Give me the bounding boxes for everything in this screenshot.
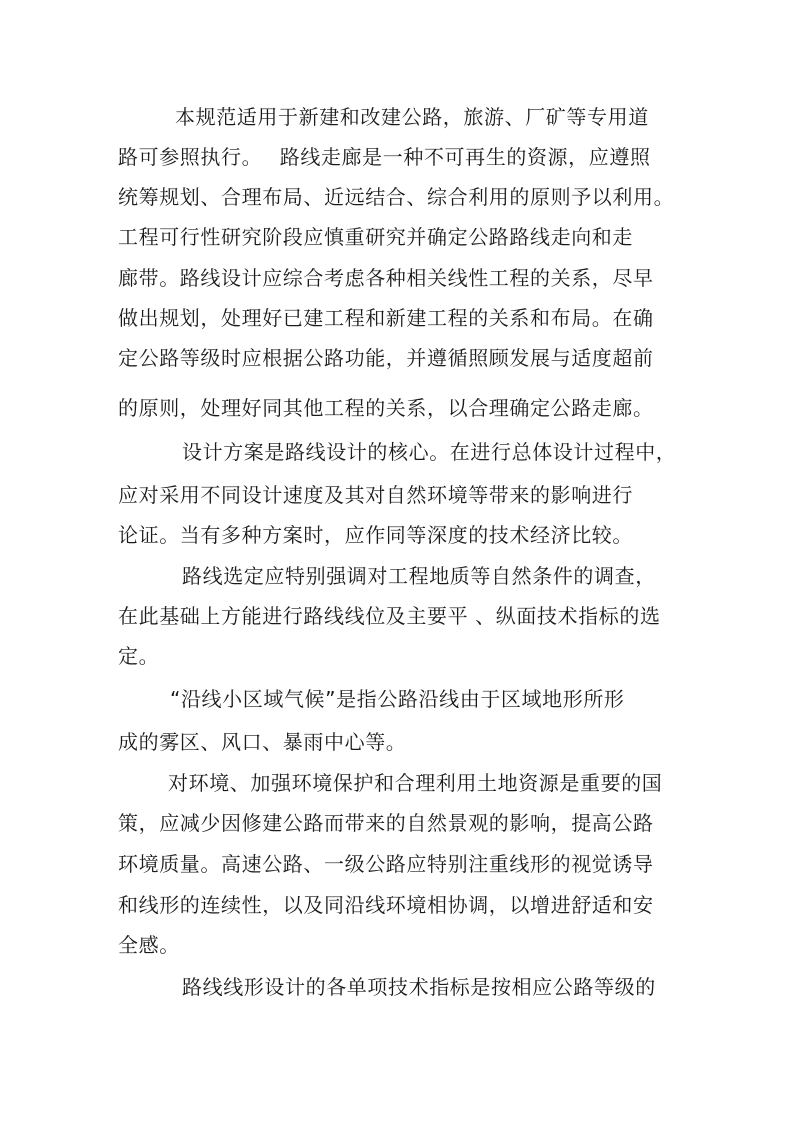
- text-line: 成的雾区、风口、暴雨中心等。: [118, 730, 407, 754]
- text-line: 论证。当有多种方案时，应作同等深度的技术经济比较。: [118, 523, 633, 547]
- text-line: 设计方案是路线设计的核心。在进行总体设计过程中，: [182, 440, 677, 464]
- text-line: 做出规划，处理好已建工程和新建工程的关系和布局。在确: [118, 306, 654, 330]
- text-line: 应对采用不同设计速度及其对自然环境等带来的影响进行: [118, 483, 633, 507]
- text-line: “沿线小区域气候”是指公路沿线由于区域地形所形: [170, 687, 625, 711]
- text-line: 廊带。路线设计应综合考虑各种相关线性工程的关系，尽早: [118, 266, 654, 290]
- text-line: 策，应减少因修建公路而带来的自然景观的影响，提高公路: [118, 811, 654, 835]
- text-line: 环境质量。高速公路、一级公路应特别注重线形的视觉诱导: [118, 852, 654, 876]
- text-line: 工程可行性研究阶段应慎重研究并确定公路路线走向和走: [118, 225, 633, 249]
- text-line: 对环境、加强环境保护和合理利用土地资源是重要的国: [168, 771, 663, 795]
- text-line: 全感。: [118, 933, 180, 957]
- text-line: 本规范适用于新建和改建公路，旅游、厂矿等专用道: [175, 105, 649, 129]
- text-line: 路线线形设计的各单项技术指标是按相应公路等级的: [182, 975, 656, 999]
- text-line: 路线选定应特别强调对工程地质等自然条件的调查，: [182, 564, 656, 588]
- text-line: 的原则，处理好同其他工程的关系，以合理确定公路走廊。: [118, 396, 654, 420]
- text-line: 和线形的连续性，以及同沿线环境相协调，以增进舒适和安: [118, 893, 654, 917]
- text-line: 路可参照执行。 路线走廊是一种不可再生的资源，应遵照: [118, 145, 651, 169]
- text-line: 定。: [118, 644, 160, 668]
- text-line: 统筹规划、合理布局、近远结合、综合利用的原则予以利用。: [118, 185, 675, 209]
- text-line: 在此基础上方能进行路线线位及主要平 、纵面技术指标的选: [118, 604, 661, 628]
- text-line: 定公路等级时应根据公路功能，并遵循照顾发展与适度超前: [118, 346, 654, 370]
